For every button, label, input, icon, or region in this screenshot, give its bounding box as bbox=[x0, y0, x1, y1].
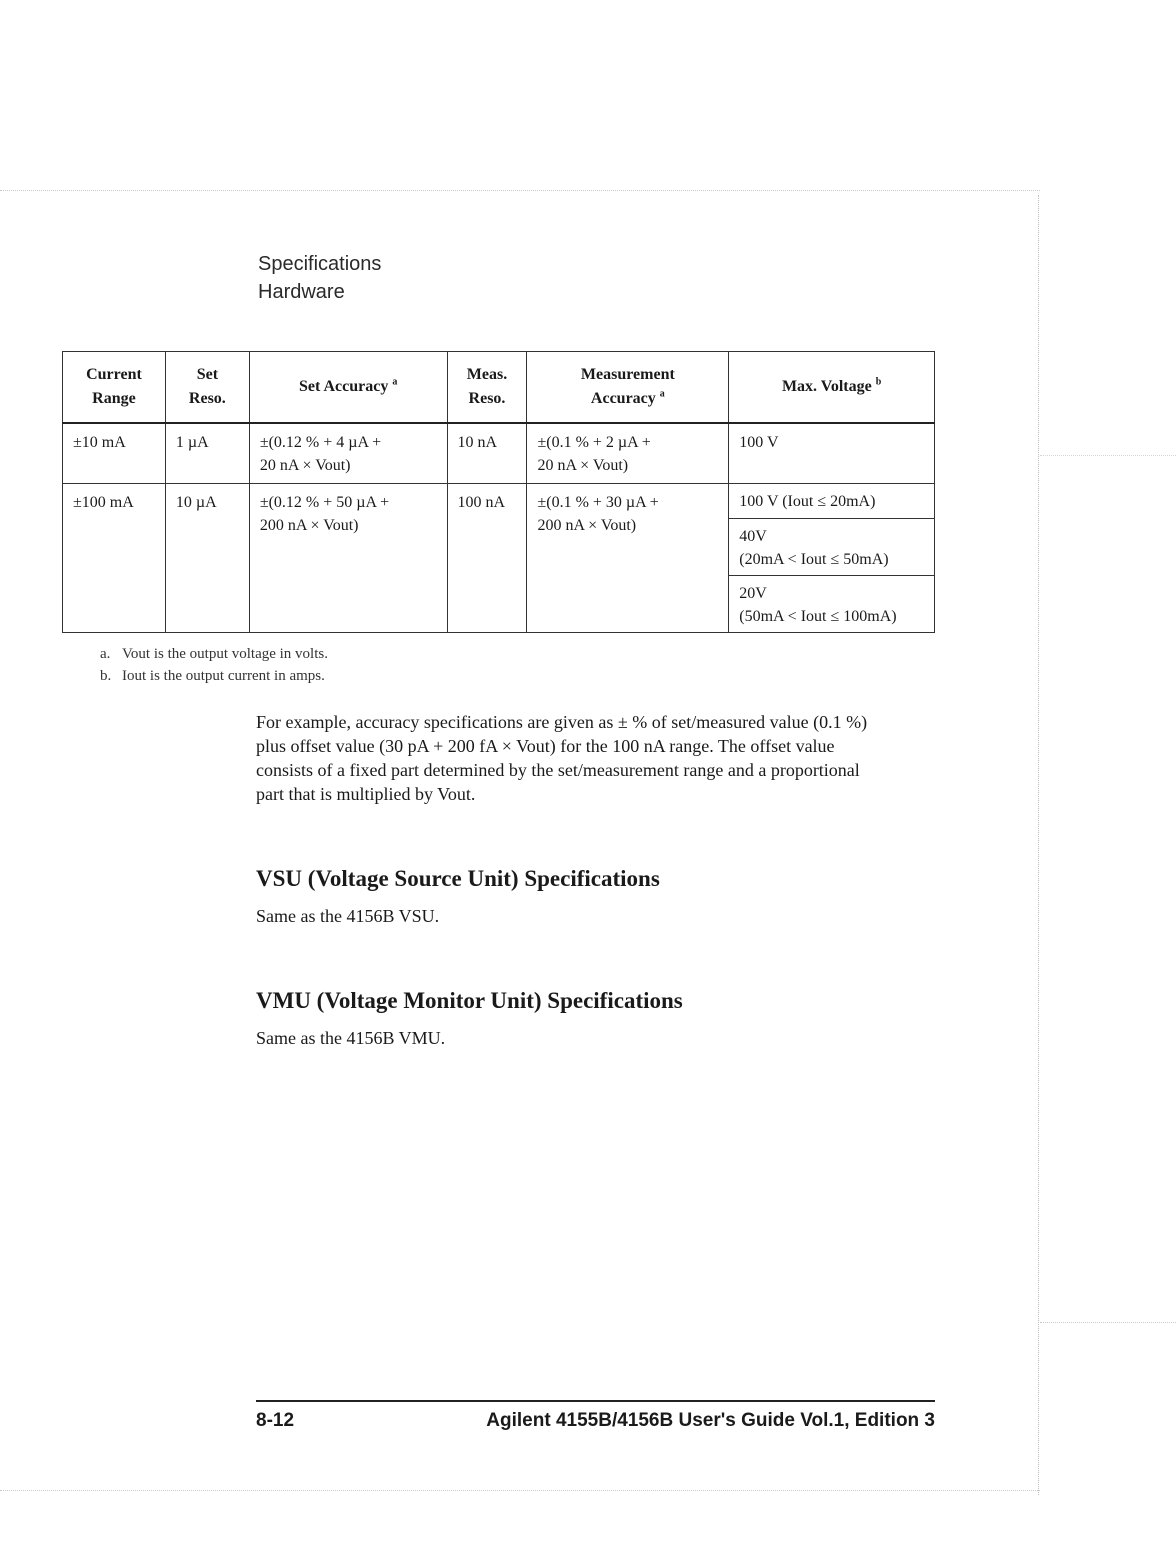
col-header-set-reso: Set Reso. bbox=[165, 352, 249, 424]
table-row bbox=[63, 484, 935, 519]
table-row bbox=[63, 423, 935, 484]
document-title: Agilent 4155B/4156B User's Guide Vol.1, Edition 3 bbox=[486, 1410, 935, 1431]
cell-max-voltage: 40V (20mA < Iout ≤ 50mA) bbox=[729, 519, 935, 576]
vsu-text: Same as the 4156B VSU. bbox=[256, 906, 440, 926]
vsu-heading: VSU (Voltage Source Unit) Specifications bbox=[256, 866, 660, 891]
cell-meas-accuracy: ±(0.1 % + 2 µA + 20 nA × Vout) bbox=[527, 423, 729, 484]
cell-set-reso: 10 µA bbox=[165, 484, 249, 633]
scan-border-right-upper bbox=[1040, 455, 1176, 456]
col-header-measurement-accuracy: Measurement Accuracy $^a$ bbox=[527, 352, 729, 424]
cell-max-voltage: 100 V (Iout ≤ 20mA) bbox=[729, 484, 935, 519]
cell-set-accuracy: ±(0.12 % + 50 µA + 200 nA × Vout) bbox=[249, 484, 447, 633]
table-footnotes bbox=[100, 643, 328, 687]
col-header-max-voltage: Max. Voltage $^b$ bbox=[729, 352, 935, 424]
cell-meas-accuracy: ±(0.1 % + 30 µA + 200 nA × Vout) bbox=[527, 484, 729, 633]
scan-border-bottom bbox=[0, 1490, 1040, 1491]
table-header-row bbox=[63, 352, 935, 424]
header-subsection: Hardware bbox=[258, 281, 345, 303]
col-header-current-range: Current Range bbox=[63, 352, 166, 424]
footnote-b: b. Iout is the output current in amps. bbox=[100, 668, 325, 684]
header-section: Specifications bbox=[258, 253, 382, 275]
cell-set-reso: 1 µA bbox=[165, 423, 249, 484]
col-header-meas-reso: Meas. Reso. bbox=[447, 352, 527, 424]
scan-border-right-lower bbox=[1040, 1322, 1176, 1323]
cell-meas-reso: 10 nA bbox=[447, 423, 527, 484]
running-header bbox=[258, 250, 381, 306]
cell-range: ±100 mA bbox=[63, 484, 166, 633]
cell-set-accuracy: ±(0.12 % + 4 µA + 20 nA × Vout) bbox=[249, 423, 447, 484]
scan-border-right bbox=[1038, 195, 1039, 1495]
body-paragraph: For example, accuracy specifications are given as ± % of set/measured value (0.1 %) plus offset value (30 pA + 200 fA × Vout) for the 100 nA range. The offset value consists of a fixed part determined by the set/measurement range and a proportional part that is multiplied by Vout. bbox=[256, 712, 868, 804]
page-number: 8-12 bbox=[256, 1410, 295, 1431]
cell-range: ±10 mA bbox=[63, 423, 166, 484]
vmu-text: Same as the 4156B VMU. bbox=[256, 1028, 446, 1048]
footnote-a: a. Vout is the output voltage in volts. bbox=[100, 646, 328, 662]
footer-rule bbox=[256, 1400, 935, 1402]
col-header-set-accuracy: Set Accuracy $^a$ bbox=[249, 352, 447, 424]
cell-max-voltage: 100 V bbox=[729, 423, 935, 484]
spec-table bbox=[62, 351, 935, 633]
scan-border-top bbox=[0, 190, 1040, 191]
cell-meas-reso: 100 nA bbox=[447, 484, 527, 633]
vmu-heading: VMU (Voltage Monitor Unit) Specifications bbox=[256, 988, 683, 1013]
cell-max-voltage: 20V (50mA < Iout ≤ 100mA) bbox=[729, 576, 935, 633]
